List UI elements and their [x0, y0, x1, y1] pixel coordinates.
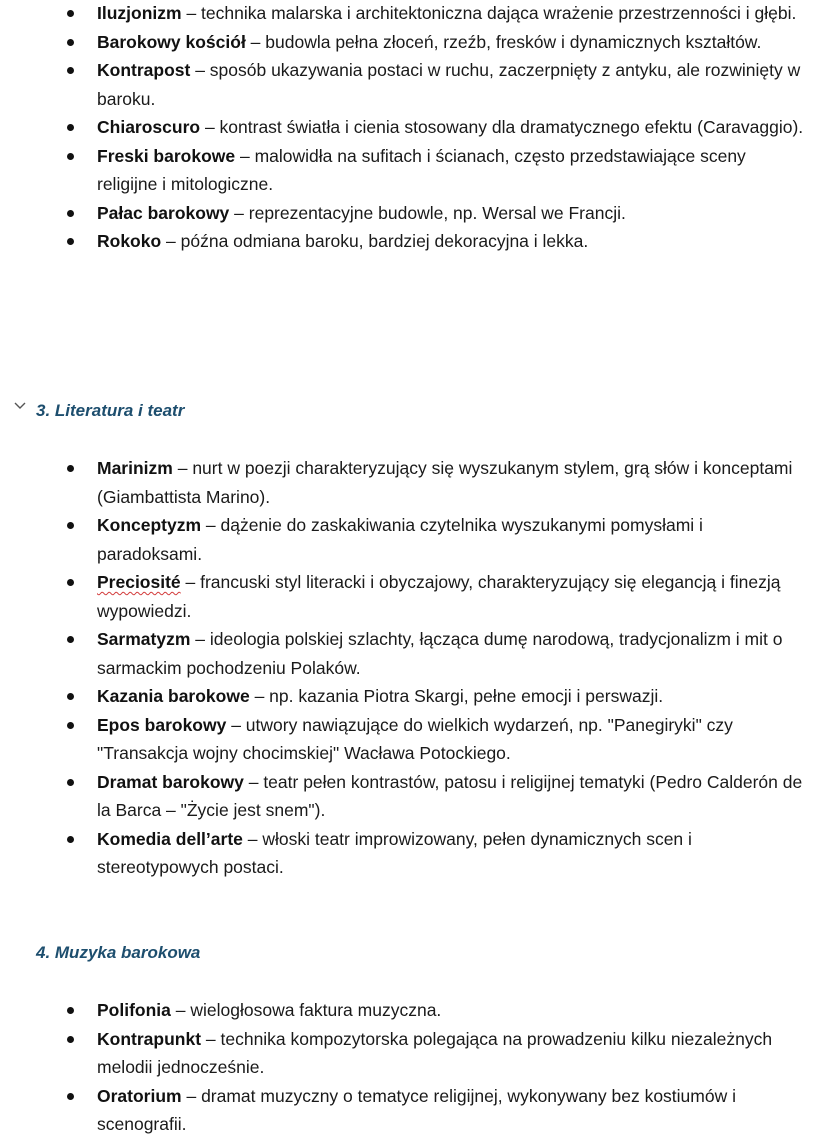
bullet-icon — [67, 238, 74, 245]
definition: – dążenie do zaskakiwania czytelnika wyszukanymi pomysłami i paradoksami. — [97, 515, 703, 564]
bullet-icon — [67, 1007, 74, 1014]
list-item — [0, 996, 828, 1025]
bullet-icon — [67, 636, 74, 643]
list-item — [0, 711, 828, 768]
bullet-icon — [67, 124, 74, 131]
list-item — [0, 56, 828, 113]
list-item — [0, 825, 828, 882]
chevron-down-icon[interactable] — [13, 399, 27, 413]
list-item — [0, 568, 828, 625]
definition: – utwory nawiązujące do wielkich wydarzeń, np. "Panegiryki" czy "Transakcja wojny chocimskiej" Wacława Potockiego. — [97, 714, 733, 763]
list-item — [0, 625, 828, 682]
definition: – późna odmiana baroku, bardziej dekoracyjna i lekka. — [161, 231, 589, 251]
list-item — [0, 199, 828, 228]
definition: – reprezentacyjne budowle, np. Wersal we Francji. — [229, 202, 626, 223]
list-item — [0, 1025, 828, 1082]
list-item — [0, 511, 828, 568]
section-heading-music: 4. Muzyka barokowa — [36, 943, 201, 962]
term: Kazania barokowe — [97, 686, 250, 706]
list-item — [0, 682, 828, 711]
term: Konceptyzm — [97, 515, 202, 535]
term: Dramat barokowy — [97, 771, 244, 792]
list-item — [0, 142, 828, 199]
definition: – nurt w poezji charakteryzujący się wyszukanym stylem, grą słów i konceptami (Giambattista Marino). — [97, 458, 793, 507]
literature-terms-list — [0, 454, 828, 882]
term: Kontrapunkt — [97, 1028, 202, 1049]
term: Preciosité — [97, 572, 181, 592]
bullet-icon — [67, 67, 74, 74]
term: Pałac barokowy — [97, 202, 230, 223]
list-item — [0, 0, 828, 28]
bullet-icon — [67, 465, 74, 472]
list-item — [0, 454, 828, 511]
definition: – teatr pełen kontrastów, patosu i religijnej tematyki (Pedro Calderón de la Barca – "Życie jest snem"). — [97, 771, 803, 820]
bullet-icon — [67, 522, 74, 529]
definition: – ideologia polskiej szlachty, łącząca dumę narodową, tradycjonalizm i mit o sarmackim pochodzeniu Polaków. — [97, 629, 783, 678]
bullet-icon — [67, 722, 74, 729]
definition: – malowidła na sufitach i ścianach, często przedstawiające sceny religijne i mitologiczne. — [97, 145, 746, 194]
bullet-icon — [67, 153, 74, 160]
definition: – technika malarska i architektoniczna dająca wrażenie przestrzenności i głębi. — [181, 3, 797, 23]
list-item — [0, 28, 828, 57]
bullet-icon — [67, 1036, 74, 1043]
term: Chiaroscuro — [97, 117, 201, 137]
definition: – włoski teatr improwizowany, pełen dynamicznych scen i stereotypowych postaci. — [97, 828, 692, 877]
term: Kontrapost — [97, 60, 191, 80]
bullet-icon — [67, 579, 74, 586]
music-terms-list — [0, 996, 828, 1139]
bullet-icon — [67, 779, 74, 786]
bullet-icon — [67, 39, 74, 46]
definition: – technika kompozytorska polegająca na prowadzeniu kilku niezależnych melodii jednocześnie. — [97, 1028, 773, 1077]
term: Polifonia — [97, 1000, 171, 1020]
definition: – francuski styl literacki i obyczajowy, charakteryzujący się elegancją i finezją wypowiedzi. — [97, 572, 781, 621]
term: Komedia dell’arte — [97, 828, 243, 849]
list-item — [0, 113, 828, 142]
definition: – wielogłosowa faktura muzyczna. — [170, 1000, 442, 1020]
list-item — [0, 768, 828, 825]
bullet-icon — [67, 10, 74, 17]
definition: – np. kazania Piotra Skargi, pełne emocji i perswazji. — [249, 686, 664, 706]
term: Iluzjonizm — [97, 3, 182, 23]
term: Marinizm — [97, 458, 173, 478]
art-terms-list — [0, 0, 828, 256]
term: Rokoko — [97, 231, 162, 251]
bullet-icon — [67, 1093, 74, 1100]
term: Epos barokowy — [97, 714, 227, 735]
definition: – kontrast światła i cienia stosowany dla dramatycznego efektu (Caravaggio). — [200, 117, 804, 137]
bullet-icon — [67, 210, 74, 217]
list-item — [0, 227, 828, 256]
term: Oratorium — [97, 1085, 182, 1106]
bullet-icon — [67, 836, 74, 843]
definition: – dramat muzyczny o tematyce religijnej, wykonywany bez kostiumów i scenografii. — [97, 1085, 736, 1134]
term: Barokowy kościół — [97, 31, 246, 52]
term: Freski barokowe — [97, 145, 236, 166]
term: Sarmatyzm — [97, 629, 191, 649]
definition: – budowla pełna złoceń, rzeźb, fresków i dynamicznych kształtów. — [245, 31, 762, 52]
definition: – sposób ukazywania postaci w ruchu, zaczerpnięty z antyku, ale rozwinięty w baroku. — [97, 60, 801, 109]
section-heading-literature: 3. Literatura i teatr — [36, 401, 185, 420]
bullet-icon — [67, 693, 74, 700]
list-item — [0, 1082, 828, 1139]
